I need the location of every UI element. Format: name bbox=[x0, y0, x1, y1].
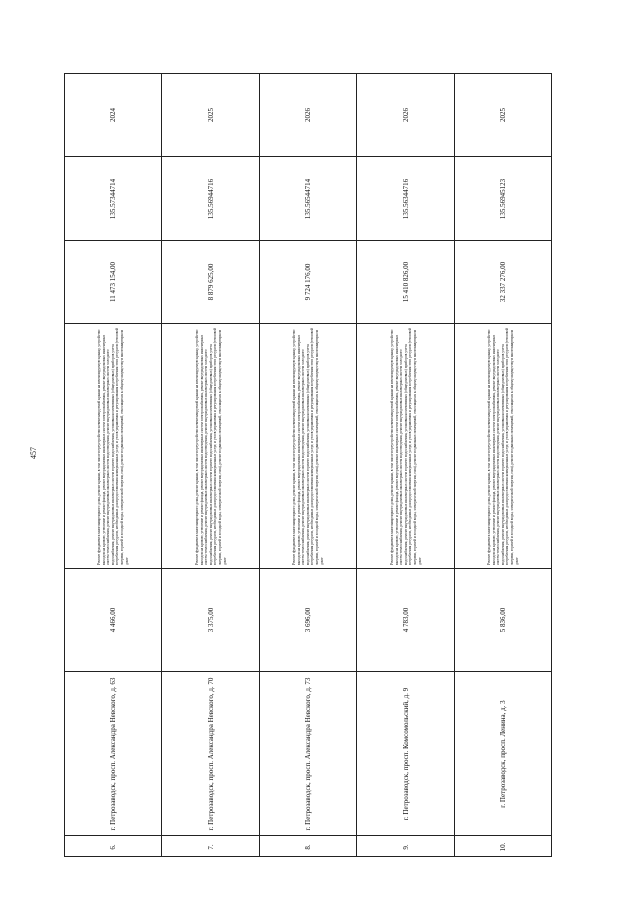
table-row bbox=[65, 74, 162, 856]
capital-repair-table bbox=[64, 73, 552, 857]
works-cell bbox=[162, 324, 259, 569]
row-number: 10. bbox=[499, 842, 507, 852]
area-cell bbox=[260, 569, 356, 672]
cadastral-text: 135.56544714 bbox=[304, 178, 312, 219]
area-text: 3 696,00 bbox=[304, 607, 312, 633]
cadastral-text: 135.56945123 bbox=[499, 178, 507, 219]
table-row bbox=[357, 74, 455, 856]
cadastral-cell bbox=[162, 157, 259, 241]
row-number: 7. bbox=[206, 844, 215, 850]
area-text: 4 783,00 bbox=[401, 607, 410, 633]
works-cell bbox=[357, 324, 454, 569]
works-cell bbox=[455, 324, 551, 569]
number-cell bbox=[357, 836, 454, 858]
table-row bbox=[162, 74, 260, 856]
cost-text: 15 410 826,00 bbox=[401, 261, 410, 303]
works-cell bbox=[65, 324, 161, 569]
year-cell bbox=[162, 74, 259, 157]
cadastral-text: 135.56344716 bbox=[401, 178, 410, 219]
area-text: 3 375,00 bbox=[206, 607, 215, 633]
area-cell bbox=[357, 569, 454, 672]
year-cell bbox=[260, 74, 356, 157]
row-number: 6. bbox=[109, 844, 117, 850]
cadastral-cell bbox=[260, 157, 356, 241]
year-text: 2025 bbox=[499, 108, 507, 122]
year-text: 2026 bbox=[401, 108, 410, 122]
row-number: 9. bbox=[401, 844, 410, 850]
area-cell bbox=[455, 569, 551, 672]
address-cell bbox=[65, 672, 161, 836]
cadastral-cell bbox=[357, 157, 454, 241]
area-text: 5 836,00 bbox=[499, 607, 507, 633]
works-text: Ремонт фундамента многоквартирного дома, ремонт крыши, в том числе переустройство невентилируемой крыши на вентилируемую крышу, устройство выходов на кровлю, утепление и ремонт фасада, ремонт внутридомовых инженерных систем электроснабжения, ремонт внутридомовых инженерных систем теплоснабжения, ремонт внутридомовых инженерных систем водоотведения, ремонт внутридомовых инженерных систем холодного водоснабжения, ремонт внутридомовых инженерных систем горячего водоснабжения, установка коллективных (общедомовых) приборов учета потребления ресурсов, необходимых для предоставления коммунальных услуг, и узлов управления и регулирования потребления этих ресурсов (тепловой энергии, горячей и холодной воды, электрической энергии, газа), ремонт подвальных помещений, относящихся к общему имуществу в многоквартирном доме bbox=[486, 328, 519, 565]
year-text: 2024 bbox=[109, 108, 117, 122]
cost-text: 8 879 625,00 bbox=[206, 263, 215, 301]
cadastral-cell bbox=[65, 157, 161, 241]
year-cell bbox=[455, 74, 551, 157]
area-text: 4 466,00 bbox=[109, 607, 117, 633]
works-cell bbox=[260, 324, 356, 569]
works-text: Ремонт фундамента многоквартирного дома, ремонт крыши, в том числе переустройство невентилируемой крыши на вентилируемую крышу, устройство выходов на кровлю, утепление и ремонт фасада, ремонт внутридомовых инженерных систем электроснабжения, ремонт внутридомовых инженерных систем теплоснабжения, ремонт внутридомовых инженерных систем водоотведения, ремонт внутридомовых инженерных систем холодного водоснабжения, ремонт внутридомовых инженерных систем горячего водоснабжения, установка коллективных (общедомовых) приборов учета потребления ресурсов, необходимых для предоставления коммунальных услуг, и узлов управления и регулирования потребления этих ресурсов (тепловой энергии, горячей и холодной воды, электрической энергии, газа), ремонт подвальных помещений, относящихся к общему имуществу в многоквартирном доме bbox=[194, 328, 226, 565]
works-text: Ремонт фундамента многоквартирного дома, ремонт крыши, в том числе переустройство невентилируемой крыши на вентилируемую крышу, устройство выходов на кровлю, утепление и ремонт фасада, ремонт внутридомовых инженерных систем электроснабжения, ремонт внутридомовых инженерных систем теплоснабжения, ремонт внутридомовых инженерных систем водоотведения, ремонт внутридомовых инженерных систем холодного водоснабжения, ремонт внутридомовых инженерных систем горячего водоснабжения, установка коллективных (общедомовых) приборов учета потребления ресурсов, необходимых для предоставления коммунальных услуг, и узлов управления и регулирования потребления этих ресурсов (тепловой энергии, горячей и холодной воды, электрической энергии, газа), ремонт подвальных помещений, относящихся к общему имуществу в многоквартирном доме bbox=[96, 328, 129, 565]
cost-cell bbox=[260, 241, 356, 324]
cadastral-text: 135.56944716 bbox=[206, 178, 215, 219]
cost-text: 11 473 154,00 bbox=[109, 262, 117, 302]
works-text: Ремонт фундамента многоквартирного дома, ремонт крыши, в том числе переустройство невентилируемой крыши на вентилируемую крышу, устройство выходов на кровлю, утепление и ремонт фасада, ремонт внутридомовых инженерных систем электроснабжения, ремонт внутридомовых инженерных систем теплоснабжения, ремонт внутридомовых инженерных систем водоотведения, ремонт внутридомовых инженерных систем холодного водоснабжения, ремонт внутридомовых инженерных систем горячего водоснабжения, установка коллективных (общедомовых) приборов учета потребления ресурсов, необходимых для предоставления коммунальных услуг, и узлов управления и регулирования потребления этих ресурсов (тепловой энергии, горячей и холодной воды, электрической энергии, газа), ремонт подвальных помещений, относящихся к общему имуществу в многоквартирном доме bbox=[291, 328, 324, 565]
cadastral-cell bbox=[455, 157, 551, 241]
number-cell bbox=[455, 836, 551, 858]
cost-cell bbox=[357, 241, 454, 324]
page-number: 457 bbox=[29, 447, 38, 459]
works-text: Ремонт фундамента многоквартирного дома, ремонт крыши, в том числе переустройство невентилируемой крыши на вентилируемую крышу, устройство выходов на кровлю, утепление и ремонт фасада, ремонт внутридомовых инженерных систем электроснабжения, ремонт внутридомовых инженерных систем теплоснабжения, ремонт внутридомовых инженерных систем водоотведения, ремонт внутридомовых инженерных систем холодного водоснабжения, ремонт внутридомовых инженерных систем горячего водоснабжения, установка коллективных (общедомовых) приборов учета потребления ресурсов, необходимых для предоставления коммунальных услуг, и узлов управления и регулирования потребления этих ресурсов (тепловой энергии, горячей и холодной воды, электрической энергии, газа), ремонт подвальных помещений, относящихся к общему имуществу в многоквартирном доме bbox=[389, 328, 421, 565]
year-text: 2025 bbox=[206, 108, 215, 122]
cadastral-text: 135.57344714 bbox=[109, 178, 117, 219]
year-text: 2026 bbox=[304, 108, 312, 122]
year-cell bbox=[65, 74, 161, 157]
address-cell bbox=[260, 672, 356, 836]
year-cell bbox=[357, 74, 454, 157]
cost-cell bbox=[65, 241, 161, 324]
cost-cell bbox=[162, 241, 259, 324]
table-row bbox=[455, 74, 551, 856]
cost-cell bbox=[455, 241, 551, 324]
number-cell bbox=[260, 836, 356, 858]
cost-text: 9 724 176,00 bbox=[304, 263, 312, 301]
cost-text: 32 337 276,00 bbox=[499, 261, 507, 303]
address-text: г. Петрозаводск, просп. Александра Невского, д. 63 bbox=[109, 677, 117, 830]
address-text: г. Петрозаводск, просп. Комсомольский, д. 9 bbox=[401, 687, 410, 820]
address-cell bbox=[162, 672, 259, 836]
address-cell bbox=[455, 672, 551, 836]
number-cell bbox=[65, 836, 161, 858]
area-cell bbox=[162, 569, 259, 672]
row-number: 8. bbox=[304, 844, 312, 850]
address-text: г. Петрозаводск, просп. Александра Невского, д. 70 bbox=[206, 677, 215, 830]
table-row bbox=[260, 74, 357, 856]
area-cell bbox=[65, 569, 161, 672]
address-cell bbox=[357, 672, 454, 836]
number-cell bbox=[162, 836, 259, 858]
address-text: г. Петрозаводск, просп. Александра Невского, д. 73 bbox=[304, 677, 312, 830]
address-text: г. Петрозаводск, просп. Ленина, д. 3 bbox=[499, 699, 507, 808]
